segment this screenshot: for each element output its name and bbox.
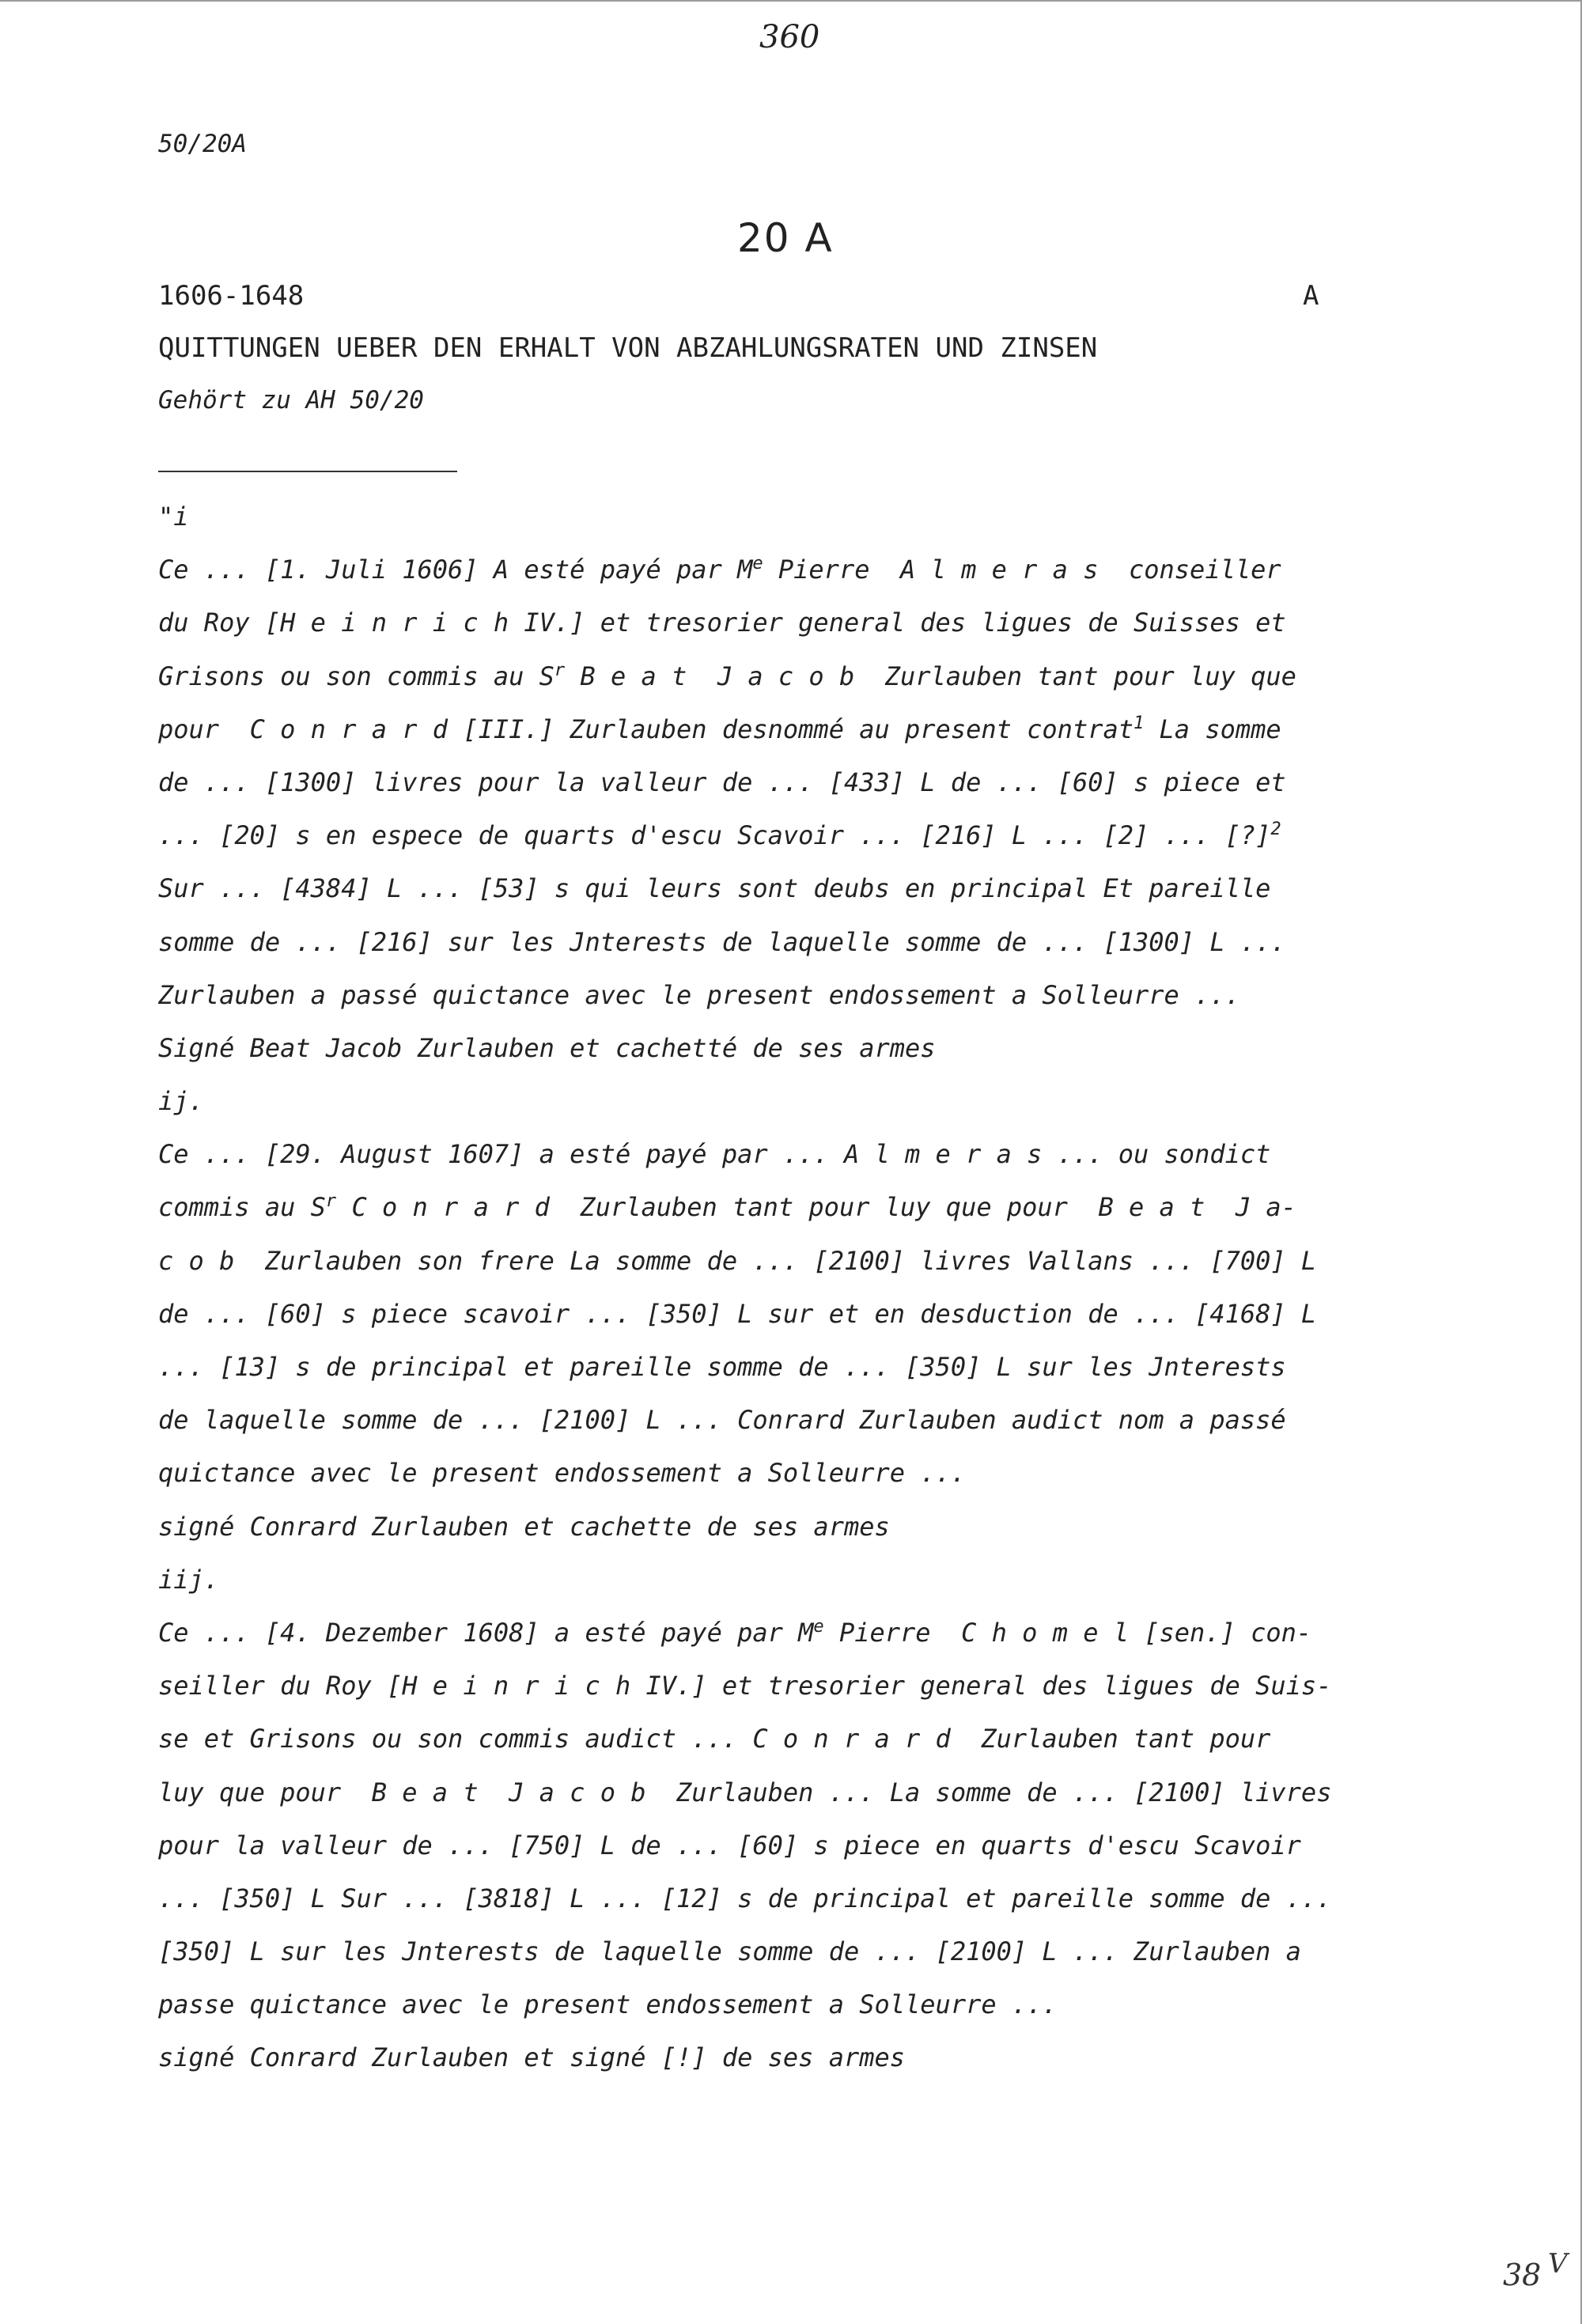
transcription-line	[158, 1022, 1455, 1075]
handwritten-check-mark: V	[1548, 2248, 1568, 2280]
line-text: de laquelle somme de ... [2100] L ... Conrard Zurlauben audict nom a passé	[158, 1405, 1286, 1436]
line-text: seiller du Roy [H e i n r i c h IV.] et tresorier general des ligues de Suis-	[158, 1671, 1332, 1701]
handwritten-folio-mark: 38	[1503, 2258, 1542, 2292]
line-text: luy que pour B e a t J a c o b Zurlauben ... La somme de ... [2100] livres	[158, 1777, 1332, 1807]
transcription-line	[158, 969, 1455, 1022]
line-text: Grisons ou son commis au S	[158, 660, 554, 691]
line-text: de ... [1300] livres pour la valleur de ... [433] L de ... [60] s piece et	[158, 766, 1286, 797]
line-text: ... [20] s en espece de quarts d'escu Scavoir ... [216] L ... [2] ... [?]	[158, 820, 1271, 851]
line-text: Sur ... [4384] L ... [53] s qui leurs sont deubs en principal Et pareille	[158, 873, 1271, 904]
line-text: quictance avec le present endossement a Solleurre ...	[158, 1458, 967, 1489]
transcription-line	[158, 1341, 1455, 1394]
superscript: 1	[1134, 713, 1145, 733]
transcription-line	[158, 1128, 1455, 1181]
handwritten-page-number: 360	[759, 19, 820, 55]
line-text: B e a t J a c o b Zurlauben tant pour luy que	[565, 660, 1296, 691]
transcription-line	[158, 809, 1455, 862]
transcription-line	[158, 1766, 1455, 1819]
document-title: QUITTUNGEN UEBER DEN ERHALT VON ABZAHLUNGSRATEN UND ZINSEN	[158, 332, 1098, 364]
section-number: 20 A	[737, 215, 834, 261]
transcription-line	[158, 1235, 1455, 1288]
line-text: Pierre C h o m e l [sen.] con-	[823, 1617, 1312, 1648]
transcription-body	[158, 490, 1455, 2085]
line-text: C o n r a r d Zurlauben tant pour luy que pour B e a t J a-	[336, 1192, 1296, 1223]
entry-number: iij.	[158, 1564, 220, 1595]
transcription-line	[158, 916, 1455, 969]
line-text: pour la valleur de ... [750] L de ... [60] s piece en quarts d'escu Scavoir	[158, 1830, 1301, 1860]
line-text: [350] L sur les Jnterests de laquelle somme de ... [2100] L ... Zurlauben a	[158, 1936, 1301, 1967]
line-text: c o b Zurlauben son frere La somme de ... [2100] livres Vallans ... [700] L	[158, 1245, 1317, 1276]
line-text: La somme	[1144, 713, 1281, 744]
transcription-line	[158, 1607, 1455, 1660]
superscript: e	[752, 554, 763, 574]
line-text: somme de ... [216] sur les Jnterests de laquelle somme de ... [1300] L ...	[158, 926, 1286, 957]
line-text: commis au S	[158, 1192, 326, 1223]
line-text: signé Conrard Zurlauben et cachette de ses armes	[158, 1511, 890, 1542]
line-text: pour C o n r a r d [III.] Zurlauben desnommé au present contrat	[158, 713, 1134, 744]
transcription-line	[158, 1872, 1455, 1925]
line-text: Signé Beat Jacob Zurlauben et cachetté de ses armes	[158, 1032, 936, 1063]
line-text: Zurlauben a passé quictance avec le present endossement a Solleurre ...	[158, 979, 1240, 1010]
line-text: Ce ... [29. August 1607] a esté payé par ... A l m e r a s ... ou sondict	[158, 1139, 1271, 1170]
superscript: e	[813, 1616, 824, 1637]
line-text: se et Grisons ou son commis audict ... C o n r a r d Zurlauben tant pour	[158, 1724, 1271, 1754]
line-text: du Roy [H e i n r i c h IV.] et tresorier general des ligues de Suisses et	[158, 607, 1286, 638]
superscript: 2	[1270, 819, 1281, 840]
transcription-line	[158, 1288, 1455, 1341]
transcription-line	[158, 1713, 1455, 1766]
transcription-line	[158, 1925, 1455, 1978]
line-text: Ce ... [4. Dezember 1608] a esté payé par M	[158, 1617, 814, 1648]
archive-reference: 50/20A	[158, 130, 247, 158]
transcription-line	[158, 1660, 1455, 1713]
line-text: ... [350] L Sur ... [3818] L ... [12] s de principal et pareille somme de ...	[158, 1883, 1332, 1913]
header-divider	[158, 471, 457, 472]
transcription-line	[158, 1978, 1455, 2031]
line-text: passe quictance avec le present endossement a Solleurre ...	[158, 1989, 1058, 2020]
transcription-line	[158, 1819, 1455, 1872]
transcription-line	[158, 650, 1455, 703]
line-text: signé Conrard Zurlauben et signé [!] de ses armes	[158, 2042, 906, 2073]
date-range: 1606-1648	[158, 280, 305, 312]
line-text: de ... [60] s piece scavoir ... [350] L sur et en desduction de ... [4168] L	[158, 1298, 1317, 1329]
line-text: Ce ... [1. Juli 1606] A esté payé par M	[158, 555, 753, 585]
transcription-line	[158, 2031, 1455, 2084]
transcription-line	[158, 543, 1455, 596]
document-note: Gehört zu AH 50/20	[158, 386, 424, 414]
entry-number: ij.	[158, 1086, 204, 1117]
transcription-line	[158, 596, 1455, 649]
transcription-line	[158, 862, 1455, 915]
transcription-line	[158, 1394, 1455, 1447]
transcription-line	[158, 1181, 1455, 1234]
line-text: ... [13] s de principal et pareille somme de ... [350] L sur les Jnterests	[158, 1352, 1286, 1382]
transcription-line	[158, 1447, 1455, 1500]
transcription-line	[158, 756, 1455, 809]
entry-number: "i	[158, 502, 189, 532]
line-text: Pierre A l m e r a s conseiller	[763, 555, 1281, 585]
superscript: r	[554, 660, 566, 680]
transcription-line	[158, 1501, 1455, 1554]
transcription-line	[158, 703, 1455, 756]
superscript: r	[325, 1191, 337, 1212]
series-letter: A	[1303, 280, 1319, 312]
